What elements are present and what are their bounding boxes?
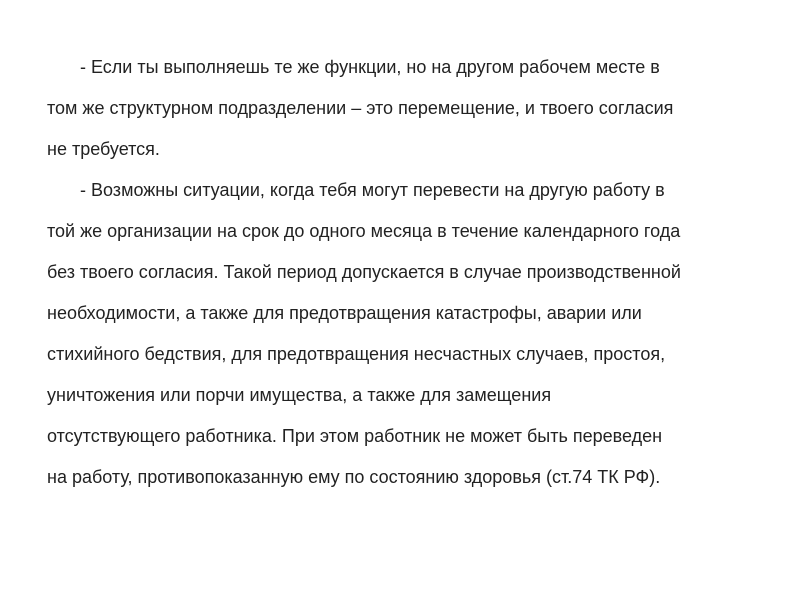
text-line: не требуется. — [47, 139, 160, 159]
text-line: - Если ты выполняешь те же функции, но на другом рабочем месте в — [80, 57, 660, 77]
text-line: том же структурном подразделении – это перемещение, и твоего согласия — [47, 98, 674, 118]
text-line: без твоего согласия. Такой период допускается в случае производственной — [47, 262, 681, 282]
text-line: необходимости, а также для предотвращения катастрофы, аварии или — [47, 303, 642, 323]
text-line: той же организации на срок до одного месяца в течение календарного года — [47, 221, 681, 241]
paragraph-relocation — [47, 47, 757, 170]
text-line: - Возможны ситуации, когда тебя могут перевести на другую работу в — [80, 180, 665, 200]
text-line: уничтожения или порчи имущества, а также для замещения — [47, 385, 552, 405]
paragraph-temporary-transfer — [47, 170, 757, 498]
slide-text — [47, 47, 757, 498]
text-line: стихийного бедствия, для предотвращения несчастных случаев, простоя, — [47, 344, 666, 364]
text-line: на работу, противопоказанную ему по состоянию здоровья (ст.74 ТК РФ). — [47, 467, 661, 487]
text-line: отсутствующего работника. При этом работник не может быть переведен — [47, 426, 663, 446]
